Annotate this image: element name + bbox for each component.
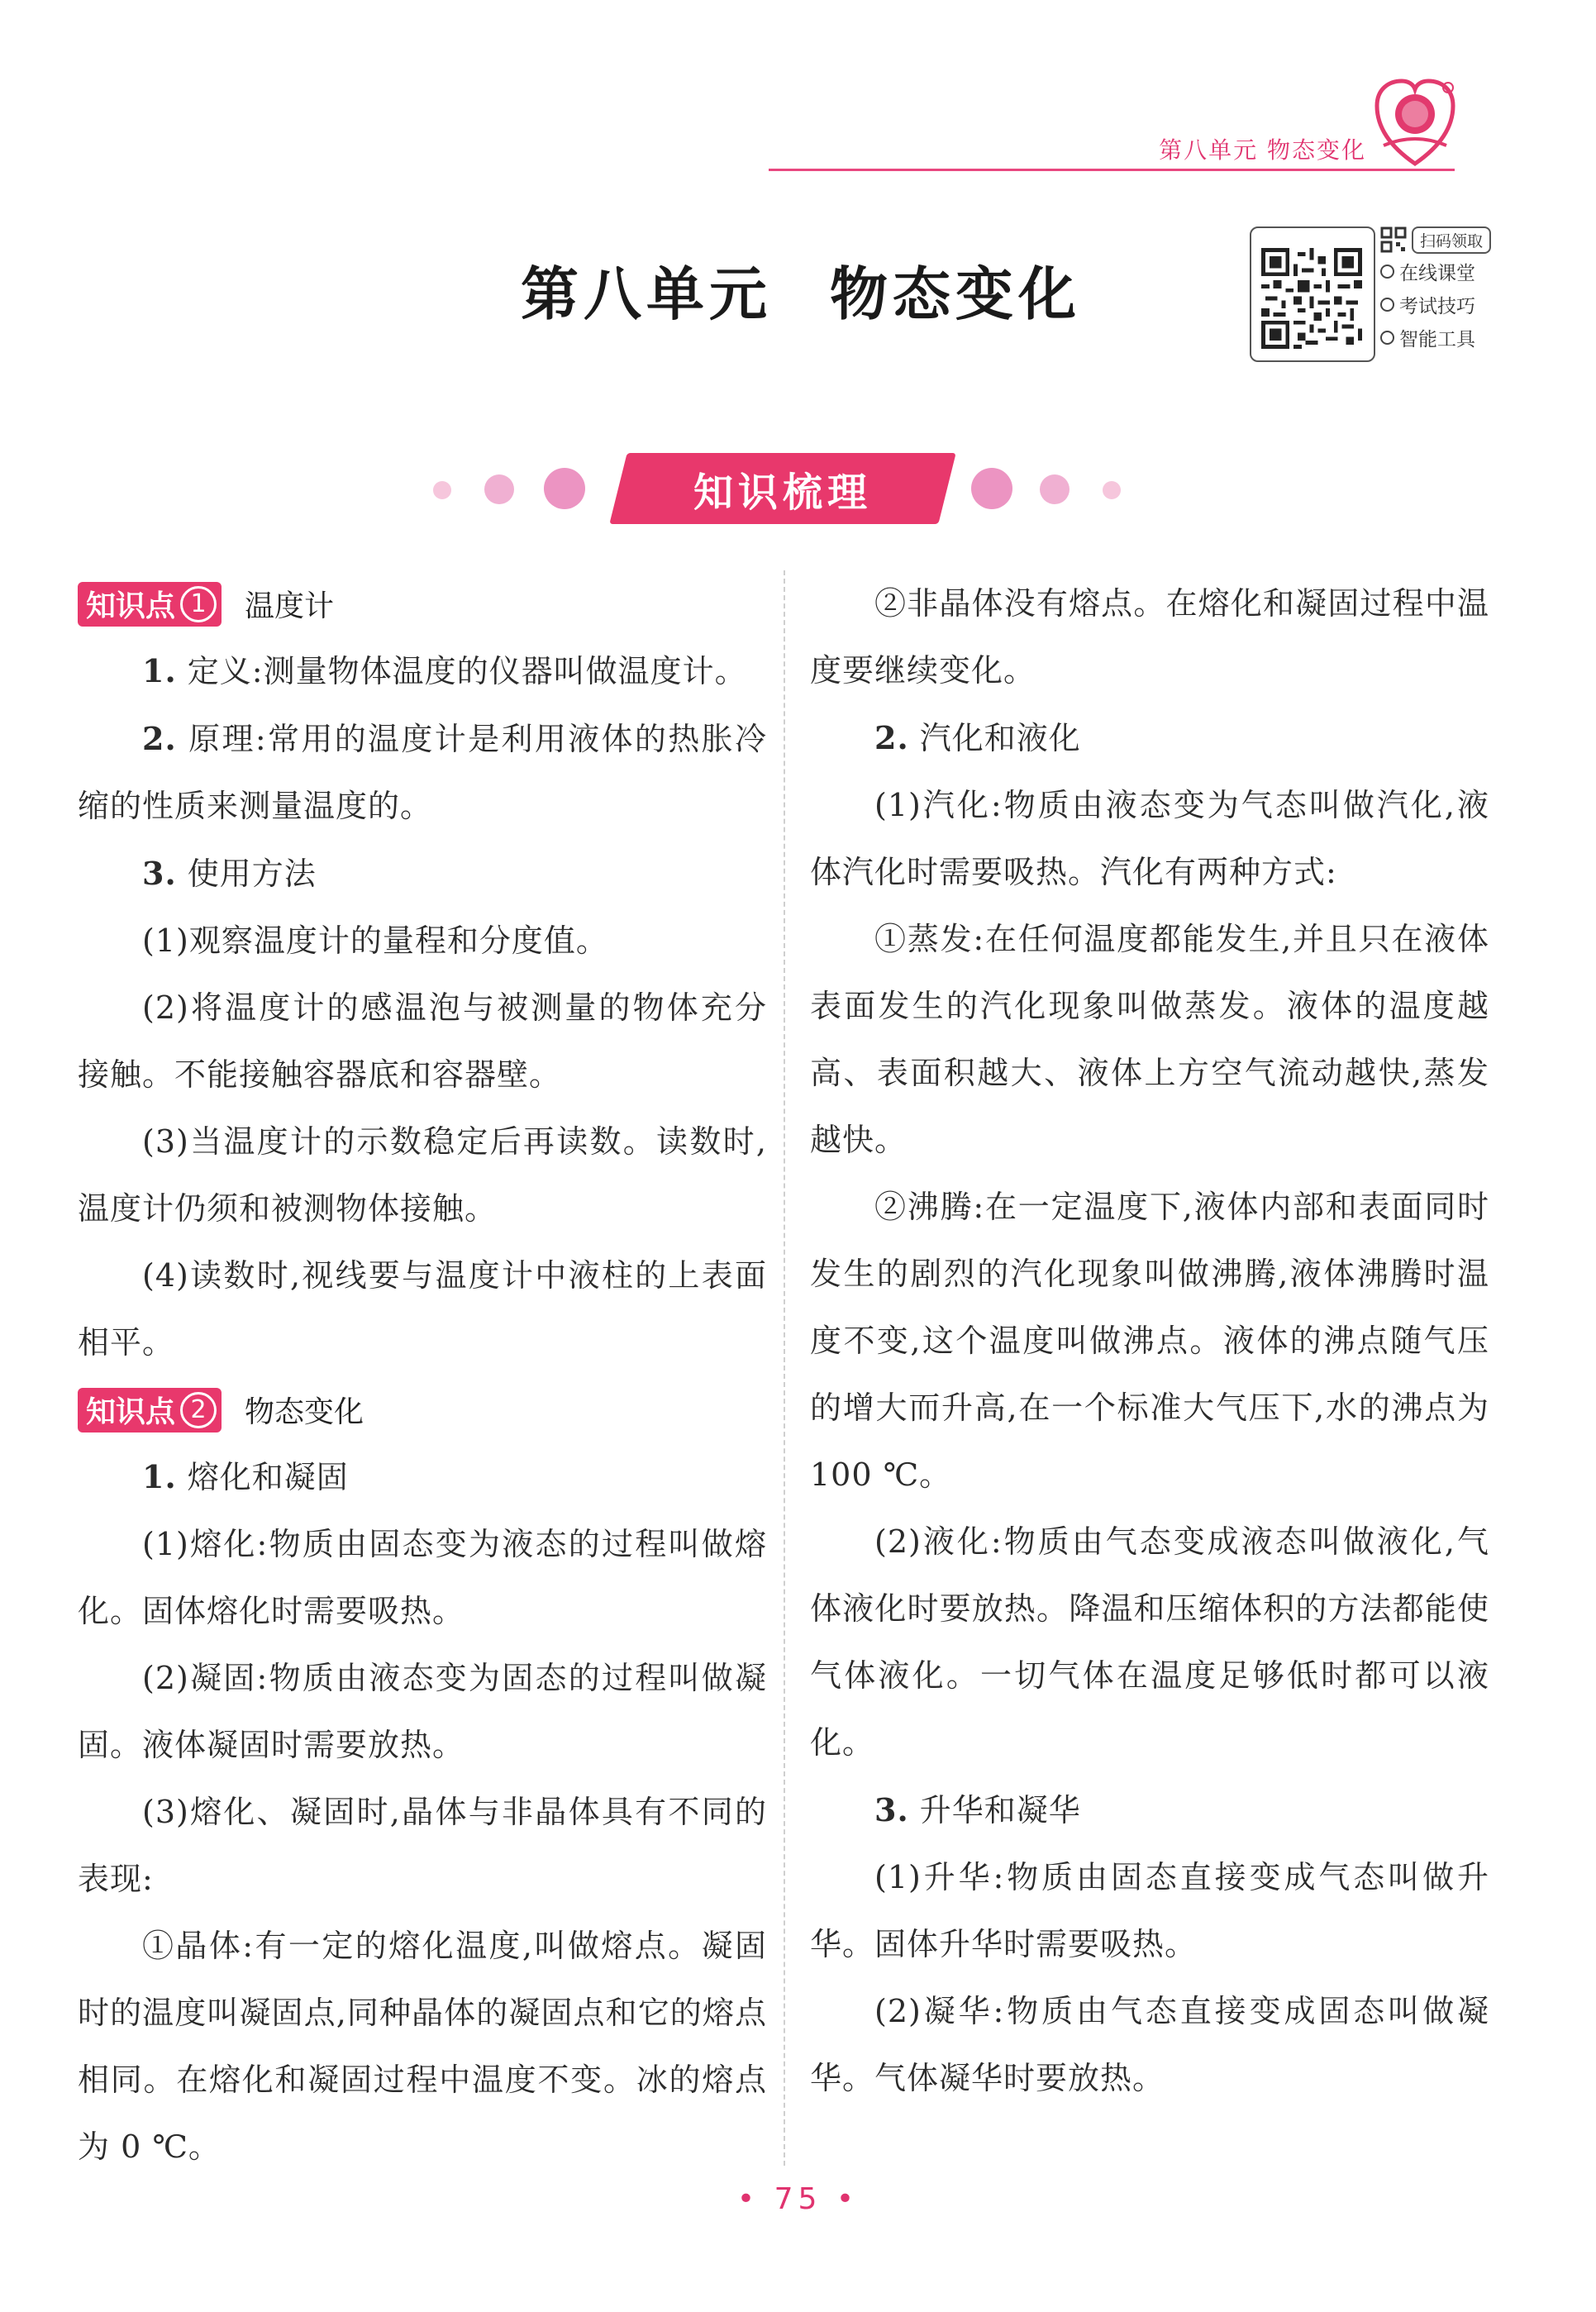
paragraph: ①蒸发:在任何温度都能发生,并且只在液体表面发生的汽化现象叫做蒸发。液体的温度越高、表面积越大、液体上方空气流动越快,蒸发越快。 (810, 921, 1489, 1158)
qr-code[interactable] (1250, 226, 1375, 362)
knowledge-point-number: 1 (180, 586, 217, 622)
running-header: 第八单元 物态变化 (1159, 136, 1366, 164)
knowledge-point-header (78, 570, 767, 637)
chapter-title-topic: 物态变化 (830, 260, 1081, 328)
left-column (78, 570, 767, 2181)
paragraph: (1)升华:物质由固态直接变成气态叫做升华。固体升华时需要吸热。 (810, 1859, 1489, 1962)
qr-code-icon (1261, 248, 1362, 349)
qr-item: 在线课堂 (1380, 255, 1513, 288)
decor-dot-icon (433, 481, 451, 499)
circle-bullet-icon (1380, 298, 1394, 312)
paragraph: (3)熔化、凝固时,晶体与非晶体具有不同的表现: (78, 1794, 767, 1897)
paragraph: 1. 定义:测量物体温度的仪器叫做温度计。 (142, 652, 747, 689)
circle-bullet-icon (1380, 265, 1394, 279)
knowledge-point-title: 温度计 (245, 589, 335, 623)
paragraph: (1)观察温度计的量程和分度值。 (142, 922, 608, 959)
paragraph: 1. 熔化和凝固 (142, 1458, 349, 1495)
knowledge-point-badge: 知识点 1 (78, 582, 222, 627)
qr-benefits (1380, 225, 1513, 354)
paragraph: (1)汽化:物质由液态变为气态叫做汽化,液体汽化时需要吸热。汽化有两种方式: (810, 787, 1489, 890)
column-divider (784, 570, 785, 2166)
knowledge-point-header (78, 1376, 767, 1443)
qr-item: 智能工具 (1380, 321, 1513, 354)
header-rule (769, 169, 1455, 171)
section-banner (0, 446, 1596, 529)
decor-dot-icon (544, 468, 585, 509)
chapter-title-unit: 第八单元 (521, 260, 772, 328)
qr-tag (1380, 225, 1513, 255)
decor-dot-icon (484, 474, 514, 504)
paragraph: (2)凝固:物质由液态变为固态的过程叫做凝固。液体凝固时需要放热。 (78, 1660, 767, 1763)
knowledge-point-badge: 知识点 2 (78, 1388, 222, 1432)
knowledge-point-number: 2 (180, 1392, 217, 1428)
paragraph: (2)凝华:物质由气态直接变成固态叫做凝华。气体凝华时要放热。 (810, 1993, 1489, 2096)
paragraph: 2. 汽化和液化 (874, 719, 1081, 756)
circle-bullet-icon (1380, 331, 1394, 345)
paragraph: (3)当温度计的示数稳定后再读数。读数时,温度计仍须和被测物体接触。 (78, 1123, 767, 1227)
paragraph: ②沸腾:在一定温度下,液体内部和表面同时发生的剧烈的汽化现象叫做沸腾,液体沸腾时温度不变,这个温度叫做沸点。液体的沸点随气压的增大而升高,在一个标准大气压下,水的沸点为 100 ℃。 (810, 1189, 1489, 1493)
paragraph: ①晶体:有一定的熔化温度,叫做熔点。凝固时的温度叫凝固点,同种晶体的凝固点和它的熔点相同。在熔化和凝固过程中温度不变。冰的熔点为 0 ℃。 (78, 1928, 767, 2165)
decor-dot-icon (971, 468, 1012, 509)
qr-tag-label: 扫码领取 (1412, 226, 1491, 254)
publisher-logo-icon (1372, 73, 1458, 170)
paragraph: 3. 升华和凝华 (874, 1791, 1081, 1828)
right-column (810, 570, 1489, 2112)
knowledge-point-title: 物态变化 (245, 1395, 364, 1429)
paragraph: (4)读数时,视线要与温度计中液柱的上表面相平。 (78, 1257, 767, 1361)
paragraph: (1)熔化:物质由固态变为液态的过程叫做熔化。固体熔化时需要吸热。 (78, 1526, 767, 1629)
chapter-title (521, 248, 1081, 331)
page-number: • 75 • (736, 2182, 860, 2216)
banner-label: 知识梳理 (693, 469, 872, 516)
paragraph: 2. 原理:常用的温度计是利用液体的热胀冷缩的性质来测量温度的。 (78, 720, 767, 824)
paragraph: (2)将温度计的感温泡与被测量的物体充分接触。不能接触容器底和容器壁。 (78, 989, 767, 1093)
qr-item: 考试技巧 (1380, 288, 1513, 321)
paragraph: 3. 使用方法 (142, 855, 317, 892)
decor-dot-icon (1103, 481, 1121, 499)
decor-dot-icon (1040, 474, 1070, 504)
scan-grid-icon (1380, 226, 1407, 253)
paragraph: ②非晶体没有熔点。在熔化和凝固过程中温度要继续变化。 (810, 585, 1489, 689)
paragraph: (2)液化:物质由气态变成液态叫做液化,气体液化时要放热。降温和压缩体积的方法都能使气体液化。一切气体在温度足够低时都可以液化。 (810, 1523, 1489, 1761)
